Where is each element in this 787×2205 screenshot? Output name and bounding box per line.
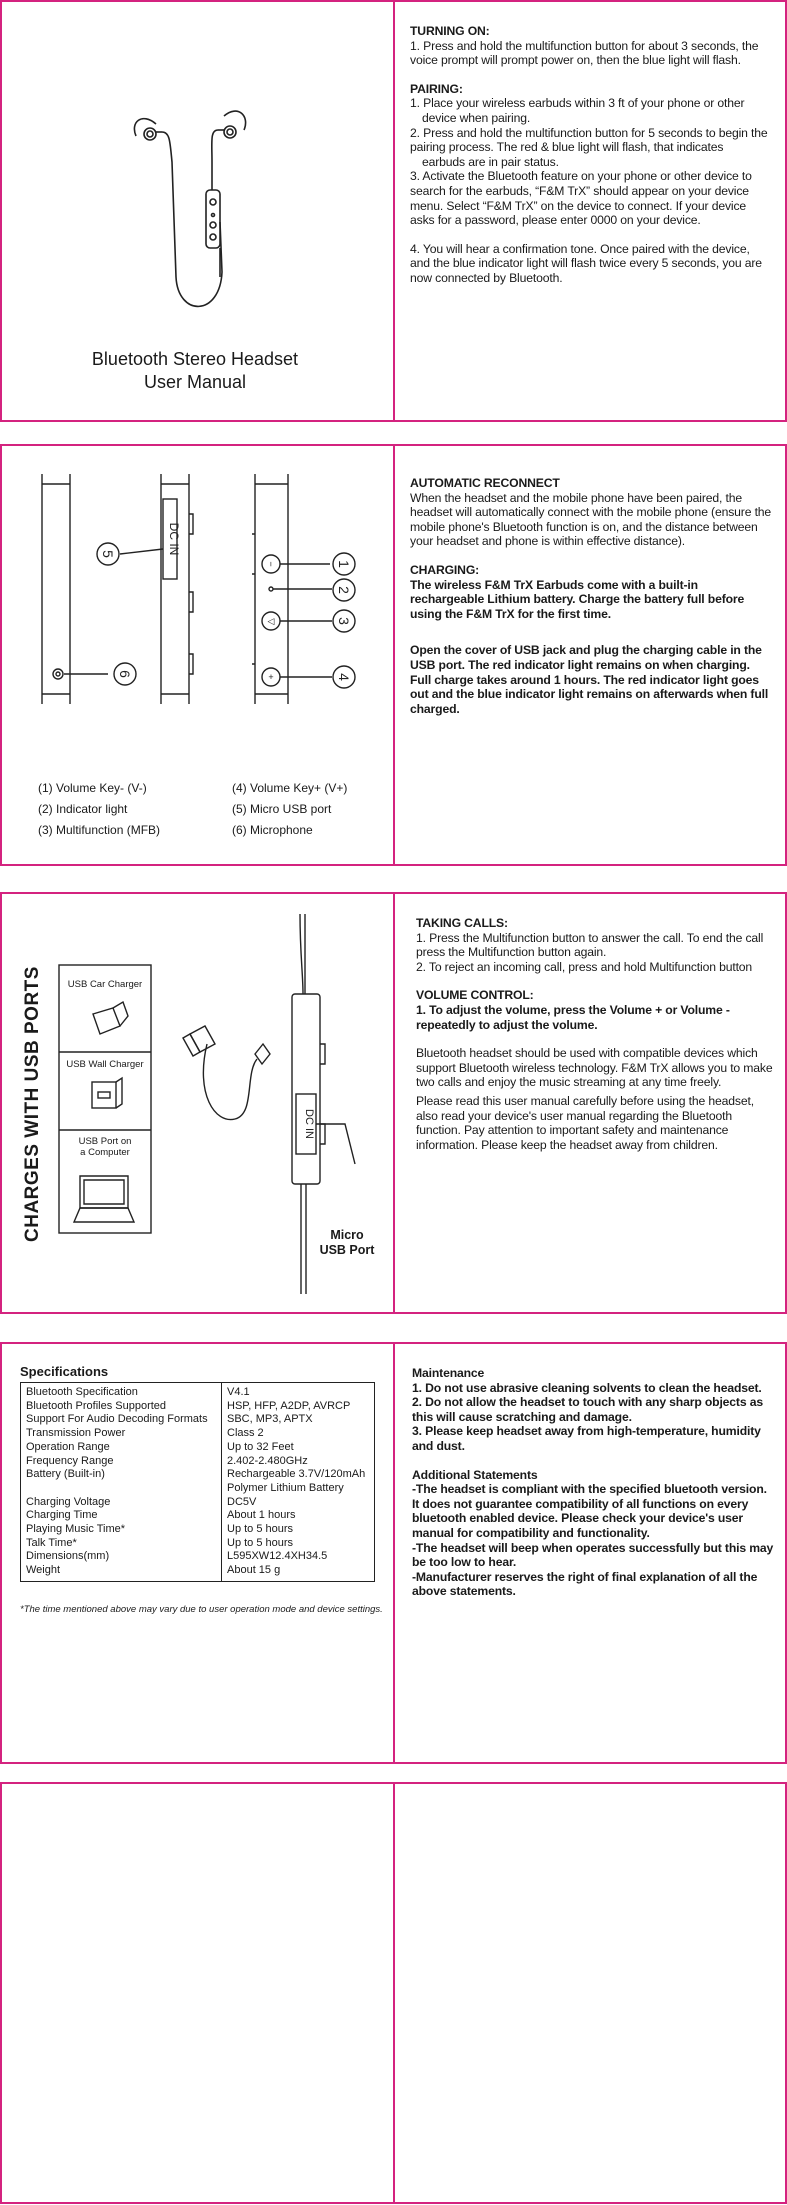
maintenance-text: Maintenance 1. Do not use abrasive cleaning solvents to clean the headset. 2. Do not allow the headset to touch with any sharp objects as this will cause scratching and damage. 3. Please keep headset away from high-temperature, humidity and dust. Additional Statements -The headset is compliant with the specified bluetooth version. It does not guarantee compatibility of all functions on every bluetooth enabled device. Please check your device's user manual for compatibility and functionality. -The headset will beep when operates successfully but this may be too low to hear. -Manufacturer reserves the right of final explanation of all the above statements. (412, 1366, 774, 1599)
panel-charging (0, 892, 787, 1314)
specifications-footnote: *The time mentioned above may vary due to user operation mode and device settings. (20, 1604, 383, 1615)
specifications-table (20, 1382, 375, 1582)
spec-labels-column: Bluetooth Specification Bluetooth Profiles Supported Support For Audio Decoding Formats Transmission Power Operation Range Frequency Range Battery (Built-in) Charging Voltage Charging Time Playing Music Time* Talk Time* Dimensions(mm) Weight (21, 1383, 222, 1582)
additional-statements-heading: Additional Statements (412, 1467, 538, 1482)
svg-text:◁: ◁ (267, 616, 275, 626)
reconnect-heading: AUTOMATIC RECONNECT (410, 476, 560, 490)
pairing-heading: PAIRING: (410, 81, 463, 96)
turning-on-heading: TURNING ON: (410, 24, 490, 38)
taking-calls-heading: TAKING CALLS: (416, 916, 508, 930)
button-legend-left: (1) Volume Key- (V-) (2) Indicator light (3) Multifunction (MFB) (38, 781, 161, 837)
usb-wall-charger-label: USB Wall Charger (66, 1059, 144, 1070)
button-legend-right: (4) Volume Key+ (V+) (5) Micro USB port (6) Microphone (232, 781, 348, 837)
volume-control-heading: VOLUME CONTROL: (416, 988, 534, 1003)
charges-with-usb-ports-title: CHARGES WITH USB PORTS (22, 966, 43, 1242)
panel-cover (0, 0, 787, 422)
charging-heading: CHARGING: (410, 562, 480, 577)
earbuds-illustration (120, 102, 270, 342)
svg-text:−: − (266, 561, 276, 567)
callout-6: 6 (117, 670, 133, 678)
callout-3: 3 (336, 617, 352, 625)
panel-buttons (0, 444, 787, 866)
micro-usb-port-label: Micro USB Port (319, 1228, 375, 1257)
panel-blank (0, 1782, 787, 2204)
usb-options-diagram (58, 964, 153, 1236)
turning-on-pairing-text: TURNING ON: 1. Press and hold the multifunction button for about 3 seconds, the voice prompt will prompt power on, then the blue light will flash. PAIRING: 1. Place your wireless earbuds within 3 ft of your phone or other device when pairing. 2. Press and hold the multifunction button for 5 seconds to begin the pairing process. The red & blue light will flash, that indicates earbuds are in pair status. 3. Activate the Bluetooth feature on your phone or other device to search for the earbuds, “F&M TrX” should appear on your device menu. Select “F&M TrX” on the device to connect. If your device asks for a password, please enter 0000 on your device. 4. You will hear a confirmation tone. Once paired with the device, and the blue indicator light will flash twice every 5 seconds, you are now connected by Bluetooth. (410, 24, 772, 286)
calls-volume-text: TAKING CALLS: 1. Press the Multifunction button to answer the call. To end the call press the Multifunction button again. 2. To reject an incoming call, press and hold Multifunction button VOLUME CONTROL: 1. To adjust the volume, press the Volume + or Volume - repeatedly to adjust the volume. Bluetooth headset should be used with compatible devices which support Bluetooth wireless technology. F&M TrX allows you to make two calls and enjoy the music streaming at any time freely. Please read this user manual carefully before using the headset, also read your device's user manual regarding the Bluetooth function. Pay attention to important safety and maintenance information. Please keep the headset away from children. (416, 916, 778, 1152)
maintenance-heading: Maintenance (412, 1366, 485, 1380)
usb-computer-label: USB Port on a Computer (78, 1136, 132, 1158)
dc-in-label-2: DC IN (303, 1109, 315, 1139)
callout-2: 2 (336, 586, 352, 594)
callout-5: 5 (100, 550, 116, 558)
manual-title: Bluetooth Stereo Headset User Manual (91, 349, 299, 392)
callout-4: 4 (336, 673, 352, 681)
svg-text:+: + (268, 672, 274, 682)
callout-1: 1 (336, 560, 352, 568)
remote-control-diagram (30, 474, 370, 724)
usb-car-charger-label: USB Car Charger (67, 979, 143, 990)
specifications-title: Specifications (20, 1364, 109, 1379)
reconnect-charging-text: AUTOMATIC RECONNECT When the headset and the mobile phone have been paired, the headset will automatically connect with the mobile phone (ensure the mobile phone's Bluetooth function is on, and the distance between your headset and phone is within effective distance). CHARGING: The wireless F&M TrX Earbuds come with a built-in rechargeable Lithium battery. Charge the battery full before using the F&M TrX for the first time. Open the cover of USB jack and plug the charging cable in the USB port. The red indicator light remains on when charging. Full charge takes around 1 hours. The red indicator light goes out and the blue indicator light remains on afterwards when full charged. (410, 476, 772, 716)
spec-values-column: V4.1 HSP, HFP, A2DP, AVRCP SBC, MP3, APTX Class 2 Up to 32 Feet 2.402-2.480GHz Rechargeable 3.7V/120mAh Polymer Lithium Battery DC5V About 1 hours Up to 5 hours Up to 5 hours L595XW12.4XH34.5 About 15 g (222, 1383, 375, 1582)
dc-in-label: DC IN (167, 522, 181, 556)
